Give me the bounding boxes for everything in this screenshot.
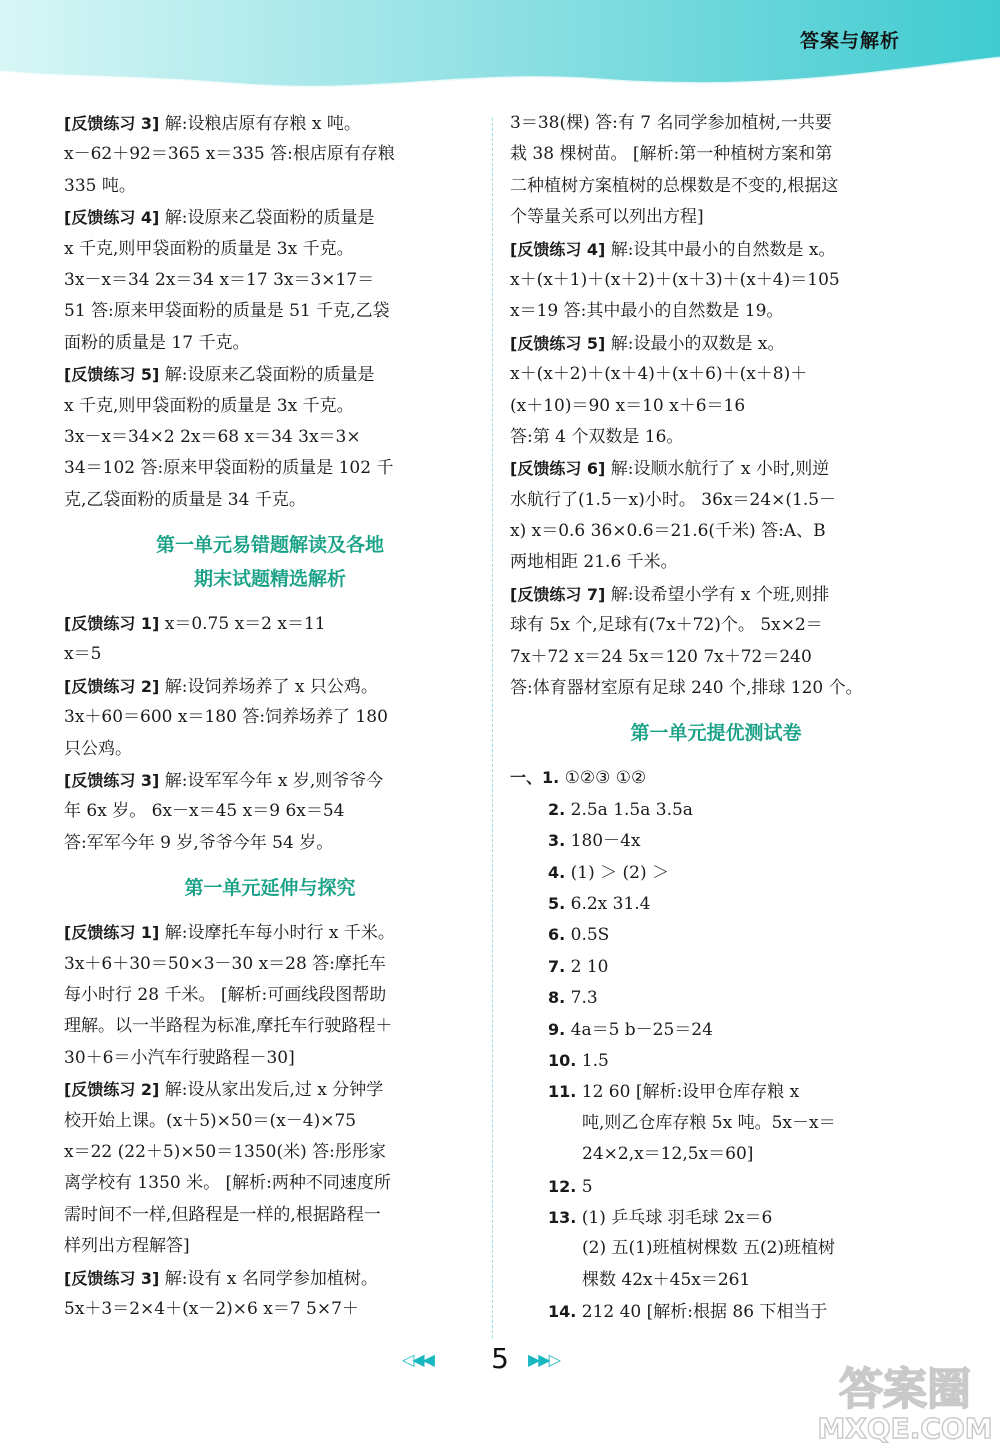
line-text: 球有 5x 个,足球有(7x＋72)个。 5x×2＝ xyxy=(510,615,823,636)
answer-number: 9. xyxy=(548,1019,566,1039)
text-line xyxy=(64,265,476,296)
header-wave-band xyxy=(0,0,1000,110)
text-line xyxy=(64,1106,476,1137)
text-line xyxy=(510,391,922,422)
text-line xyxy=(64,1137,476,1168)
left-column xyxy=(64,108,476,1325)
answer-text: 2 10 xyxy=(565,956,609,977)
answer-number: 6. xyxy=(548,925,566,945)
answer-text: (2) 五(1)班植树棵数 五(2)班植树 xyxy=(582,1238,836,1259)
text-line xyxy=(510,171,922,202)
line-text: 栽 38 棵树苗。 [解析:第一种植树方案和第 xyxy=(510,144,833,165)
text-line xyxy=(64,1263,476,1294)
text-line xyxy=(510,673,922,704)
line-text: x＝22 (22＋5)×50＝1350(米) 答:彤彤家 xyxy=(64,1141,386,1162)
answer-text: 212 40 [解析:根据 86 下相当于 xyxy=(576,1302,828,1323)
header-title: 答案与解析 xyxy=(799,30,900,52)
line-text: 解:设顺水航行了 x 小时,则逆 xyxy=(605,459,830,480)
answer-number: 13. xyxy=(548,1207,577,1227)
line-text: 两地相距 21.6 千米。 xyxy=(510,552,678,573)
answer-item xyxy=(510,825,922,856)
answer-item xyxy=(510,1108,922,1139)
text-line xyxy=(64,1043,476,1074)
text-line xyxy=(64,359,476,390)
left-block-3 xyxy=(64,917,476,1325)
answer-text: 24×2,x＝12,5x＝60] xyxy=(582,1144,754,1165)
line-text: 3x＋60＝600 x＝180 答:饲养场养了 180 xyxy=(64,707,388,728)
exercise-tag: [反馈练习 3] xyxy=(64,1268,160,1288)
answer-number: 8. xyxy=(548,988,566,1008)
line-text: 水航行了(1.5－x)小时。 36x＝24×(1.5－ xyxy=(510,489,837,510)
answer-item xyxy=(510,1076,922,1107)
text-line xyxy=(510,328,922,359)
text-line xyxy=(510,359,922,390)
text-line xyxy=(64,171,476,202)
answer-number: 14. xyxy=(548,1302,577,1322)
line-text: x＋(x＋2)＋(x＋4)＋(x＋6)＋(x＋8)＋ xyxy=(510,364,808,385)
text-line xyxy=(510,234,922,265)
answer-text: 棵数 42x＋45x＝261 xyxy=(582,1269,751,1290)
text-line xyxy=(510,202,922,233)
text-line xyxy=(510,516,922,547)
answer-number: 5. xyxy=(548,893,566,913)
text-line xyxy=(64,328,476,359)
section-title-test: 第一单元提优测试卷 xyxy=(630,722,802,745)
prev-arrows-icon: ◁◀◀ xyxy=(402,1350,433,1369)
text-line xyxy=(64,1011,476,1042)
right-column xyxy=(510,108,922,1327)
answer-text: 12 60 [解析:设甲仓库存粮 x xyxy=(576,1082,800,1103)
text-line xyxy=(64,765,476,796)
text-line xyxy=(64,296,476,327)
text-line xyxy=(510,642,922,673)
text-line xyxy=(64,234,476,265)
exercise-tag: [反馈练习 5] xyxy=(510,333,606,353)
text-line xyxy=(64,1074,476,1105)
exercise-tag: [反馈练习 3] xyxy=(64,771,160,791)
answer-text: 6.2x 31.4 xyxy=(565,893,651,914)
column-divider xyxy=(492,118,493,1338)
answer-item xyxy=(510,1296,922,1327)
line-text: 解:设饲养场养了 x 只公鸡。 xyxy=(159,676,378,697)
right-block-1 xyxy=(510,108,922,704)
text-line xyxy=(510,422,922,453)
line-text: x 千克,则甲袋面粉的质量是 3x 千克。 xyxy=(64,238,354,259)
page-header xyxy=(0,0,1000,110)
answer-text: 7.3 xyxy=(565,988,598,1009)
line-text: 解:设摩托车每小时行 x 千米。 xyxy=(159,923,395,944)
line-text: 需时间不一样,但路程是一样的,根据路程一 xyxy=(64,1204,381,1225)
text-line xyxy=(64,702,476,733)
answer-item xyxy=(510,919,922,950)
answer-text: ①②③ ①② xyxy=(559,768,647,789)
line-text: 只公鸡。 xyxy=(64,738,132,759)
answer-text: 180－4x xyxy=(565,831,641,852)
line-text: 5x＋3＝2×4＋(x－2)×6 x＝7 5×7＋ xyxy=(64,1298,359,1319)
answer-text: (1) 乒乓球 羽毛球 2x＝6 xyxy=(576,1207,773,1228)
line-text: 样列出方程解答] xyxy=(64,1236,190,1257)
answer-item xyxy=(510,762,922,793)
answer-number: 7. xyxy=(548,956,566,976)
answer-item xyxy=(510,1139,922,1170)
answer-item xyxy=(510,1045,922,1076)
answer-item xyxy=(510,1233,922,1264)
text-line xyxy=(510,139,922,170)
answer-list xyxy=(510,762,922,1327)
exercise-tag: [反馈练习 6] xyxy=(510,459,606,479)
exercise-tag: [反馈练习 2] xyxy=(64,1080,160,1100)
text-line xyxy=(64,828,476,859)
line-text: 校开始上课。(x＋5)×50＝(x－4)×75 xyxy=(64,1110,357,1131)
line-text: (x＋10)＝90 x＝10 x＋6＝16 xyxy=(510,395,746,416)
answer-text: 5 xyxy=(576,1176,593,1197)
line-text: x－62＋92＝365 x＝335 答:根店原有存粮 xyxy=(64,144,395,165)
line-text: 面粉的质量是 17 千克。 xyxy=(64,332,250,353)
text-line xyxy=(64,1168,476,1199)
page-number: 5 xyxy=(491,1342,509,1375)
line-text: x＝0.75 x＝2 x＝11 xyxy=(159,614,326,635)
section-title-errors-b: 期末试题精选解析 xyxy=(193,568,346,591)
line-text: 解:设粮店原有存粮 x 吨。 xyxy=(159,114,361,134)
line-text: 3＝38(棵) 答:有 7 名同学参加植树,一共要 xyxy=(510,113,832,133)
line-text: 解:设原来乙袋面粉的质量是 xyxy=(159,365,375,386)
watermark-text-url: MXQE.COM xyxy=(817,1412,993,1443)
line-text: 答:第 4 个双数是 16。 xyxy=(510,426,684,447)
line-text: 3x－x＝34 2x＝34 x＝17 3x＝3×17＝ xyxy=(64,269,375,290)
line-text: 年 6x 岁。 6x－x＝45 x＝9 6x＝54 xyxy=(64,801,345,822)
answer-item xyxy=(510,1171,922,1202)
text-line xyxy=(64,608,476,639)
text-line xyxy=(510,610,922,641)
section-title-errors-a: 第一单元易错题解读及各地 xyxy=(155,534,384,557)
line-text: 离学校有 1350 米。 [解析:两种不同速度所 xyxy=(64,1173,391,1194)
exercise-tag: [反馈练习 1] xyxy=(64,923,160,943)
line-text: 51 答:原来甲袋面粉的质量是 51 千克,乙袋 xyxy=(64,301,390,322)
text-line xyxy=(510,579,922,610)
text-line xyxy=(64,485,476,516)
answer-text: 1.5 xyxy=(576,1050,609,1071)
answer-text: 4a＝5 b－25＝24 xyxy=(565,1019,713,1040)
answer-number: 12. xyxy=(548,1176,577,1196)
text-line xyxy=(64,391,476,422)
text-line xyxy=(64,671,476,702)
text-line xyxy=(64,1231,476,1262)
line-text: 答:军军今年 9 岁,爷爷今年 54 岁。 xyxy=(64,832,334,853)
line-text: 理解。以一半路程为标准,摩托车行驶路程＋ xyxy=(64,1016,393,1037)
line-text: 克,乙袋面粉的质量是 34 千克。 xyxy=(64,489,306,510)
watermark-logo xyxy=(810,1352,1000,1443)
answer-item xyxy=(510,794,922,825)
left-block-2 xyxy=(64,608,476,859)
exercise-tag: [反馈练习 3] xyxy=(64,114,160,133)
exercise-tag: [反馈练习 7] xyxy=(510,584,606,604)
text-line xyxy=(510,547,922,578)
answer-number: 一、1. xyxy=(510,768,560,788)
line-text: 每小时行 28 千米。 [解析:可画线段图帮助 xyxy=(64,984,387,1005)
left-block-1 xyxy=(64,108,476,516)
exercise-tag: [反馈练习 4] xyxy=(510,239,606,259)
exercise-tag: [反馈练习 5] xyxy=(64,365,160,385)
line-text: 解:设从家出发后,过 x 分钟学 xyxy=(159,1080,384,1101)
line-text: 二种植树方案植树的总棵数是不变的,根据这 xyxy=(510,175,839,196)
exercise-tag: [反馈练习 4] xyxy=(64,208,160,228)
answer-number: 2. xyxy=(548,799,566,819)
answer-text: (1) ＞ (2) ＞ xyxy=(565,862,669,883)
section-title-extension: 第一单元延伸与探究 xyxy=(184,877,356,900)
line-text: 7x＋72 x＝24 5x＝120 7x＋72＝240 xyxy=(510,646,812,667)
answer-item xyxy=(510,1265,922,1296)
text-line xyxy=(64,734,476,765)
next-arrows-icon: ▶▶▷ xyxy=(528,1350,559,1369)
text-line xyxy=(510,453,922,484)
line-text: 解:设其中最小的自然数是 x。 xyxy=(605,239,836,260)
answer-text: 吨,则乙仓库存粮 5x 吨。5x－x＝ xyxy=(582,1112,836,1133)
answer-text: 2.5a 1.5a 3.5a xyxy=(565,799,693,820)
text-line xyxy=(510,108,922,139)
line-text: 335 吨。 xyxy=(64,175,136,196)
line-text: 解:设有 x 名同学参加植树。 xyxy=(159,1268,378,1289)
text-line xyxy=(64,453,476,484)
text-line xyxy=(64,1200,476,1231)
answer-item xyxy=(510,888,922,919)
watermark-text-cn: 答案圈 xyxy=(839,1364,971,1415)
text-line xyxy=(64,917,476,948)
line-text: 34＝102 答:原来甲袋面粉的质量是 102 千 xyxy=(64,458,394,479)
answer-text: 0.5S xyxy=(565,925,610,946)
text-line xyxy=(510,485,922,516)
line-text: x 千克,则甲袋面粉的质量是 3x 千克。 xyxy=(64,395,354,416)
text-line xyxy=(64,1294,476,1325)
line-text: 解:设原来乙袋面粉的质量是 xyxy=(159,208,375,229)
text-line xyxy=(64,202,476,233)
answer-item xyxy=(510,951,922,982)
text-line xyxy=(64,639,476,670)
line-text: 30＋6＝小汽车行驶路程－30] xyxy=(64,1047,295,1068)
answer-item xyxy=(510,857,922,888)
exercise-tag: [反馈练习 2] xyxy=(64,676,160,696)
text-line xyxy=(64,422,476,453)
line-text: 答:体育器材室原有足球 240 个,排球 120 个。 xyxy=(510,678,863,699)
line-text: 3x＋6＋30＝50×3－30 x＝28 答:摩托车 xyxy=(64,953,386,974)
answer-number: 10. xyxy=(548,1050,577,1070)
line-text: 3x－x＝34×2 2x＝68 x＝34 3x＝3× xyxy=(64,426,361,447)
line-text: x＋(x＋1)＋(x＋2)＋(x＋3)＋(x＋4)＝105 xyxy=(510,269,840,290)
text-line xyxy=(64,108,476,139)
text-line xyxy=(64,980,476,1011)
answer-number: 4. xyxy=(548,862,566,882)
line-text: 个等量关系可以列出方程] xyxy=(510,207,704,228)
answer-number: 11. xyxy=(548,1082,577,1102)
text-line xyxy=(510,296,922,327)
answer-item xyxy=(510,1202,922,1233)
answer-item xyxy=(510,1014,922,1045)
answer-number: 3. xyxy=(548,831,566,851)
answer-item xyxy=(510,982,922,1013)
line-text: x＝19 答:其中最小的自然数是 19。 xyxy=(510,301,784,322)
text-line xyxy=(64,796,476,827)
line-text: 解:设希望小学有 x 个班,则排 xyxy=(605,584,830,605)
line-text: 解:设军军今年 x 岁,则爷爷今 xyxy=(159,771,384,792)
line-text: x) x＝0.6 36×0.6＝21.6(千米) 答:A、B xyxy=(510,521,826,542)
text-line xyxy=(64,139,476,170)
line-text: 解:设最小的双数是 x。 xyxy=(605,333,785,354)
line-text: x＝5 xyxy=(64,644,102,665)
exercise-tag: [反馈练习 1] xyxy=(64,614,160,634)
text-line xyxy=(510,265,922,296)
text-line xyxy=(64,949,476,980)
